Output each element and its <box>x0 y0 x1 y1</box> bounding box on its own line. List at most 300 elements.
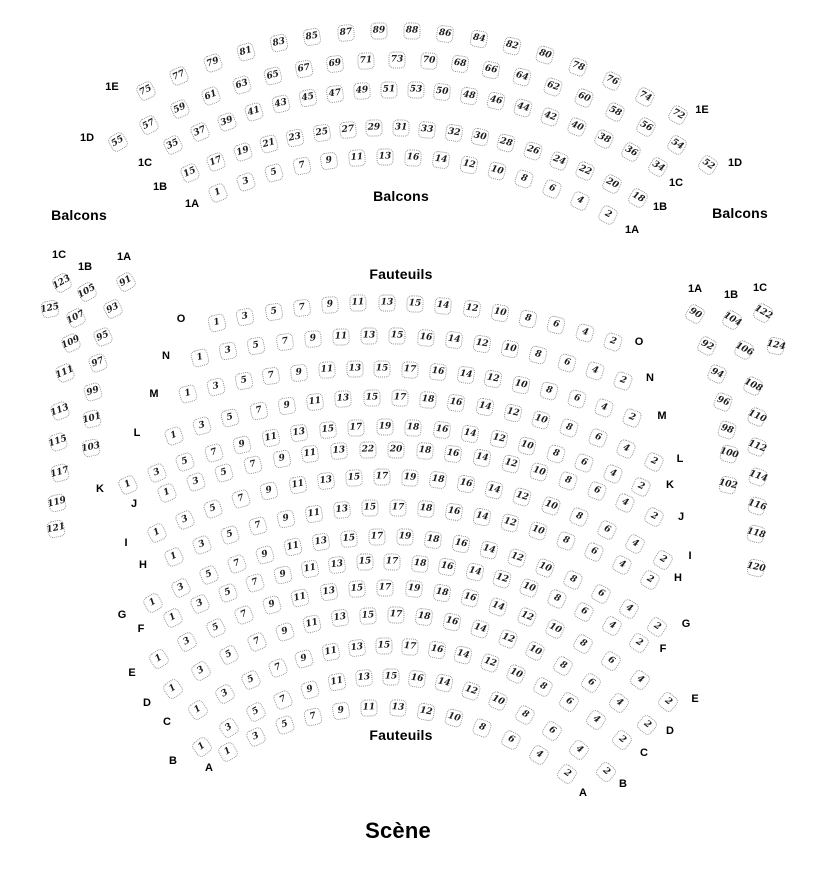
seat-balcony-1D-54[interactable]: 54 <box>665 134 688 157</box>
seat-orchestra-F-12[interactable]: 12 <box>491 569 512 590</box>
seat-orchestra-O-2[interactable]: 2 <box>602 331 624 353</box>
seat-orchestra-H-16[interactable]: 16 <box>444 503 463 522</box>
seat-balcony-1A-16[interactable]: 16 <box>404 149 422 167</box>
seat-orchestra-G-10[interactable]: 10 <box>534 557 556 579</box>
seat-balcony-1B-32[interactable]: 32 <box>444 123 463 142</box>
seat-orchestra-B-7[interactable]: 7 <box>272 688 294 710</box>
seat-balcony-1B-24[interactable]: 24 <box>548 150 570 172</box>
seat-side-left-1A-103[interactable]: 103 <box>81 438 101 458</box>
seat-orchestra-L-1[interactable]: 1 <box>163 425 185 447</box>
seat-balcony-1D-62[interactable]: 62 <box>542 76 564 98</box>
seat-orchestra-K-5[interactable]: 5 <box>174 451 196 473</box>
seat-orchestra-E-4[interactable]: 4 <box>628 669 652 693</box>
seat-side-left-1B-115[interactable]: 115 <box>47 431 69 453</box>
seat-balcony-1E-76[interactable]: 76 <box>600 69 622 91</box>
seat-orchestra-N-16[interactable]: 16 <box>416 329 434 347</box>
seat-orchestra-L-14[interactable]: 14 <box>475 397 495 417</box>
seat-orchestra-D-14[interactable]: 14 <box>469 618 490 639</box>
seat-orchestra-K-10[interactable]: 10 <box>517 435 538 456</box>
seat-orchestra-E-18[interactable]: 18 <box>432 583 452 603</box>
seat-side-right-1A-100[interactable]: 100 <box>719 444 740 465</box>
seat-orchestra-K-19[interactable]: 19 <box>376 418 393 435</box>
seat-orchestra-L-3[interactable]: 3 <box>192 416 213 437</box>
seat-orchestra-E-7[interactable]: 7 <box>233 604 255 626</box>
seat-side-left-1B-107[interactable]: 107 <box>65 307 88 330</box>
seat-orchestra-F-10[interactable]: 10 <box>518 577 540 599</box>
seat-orchestra-D-10[interactable]: 10 <box>524 640 547 663</box>
seat-orchestra-E-8[interactable]: 8 <box>572 633 595 656</box>
seat-balcony-1B-21[interactable]: 21 <box>259 134 280 155</box>
seat-orchestra-I-13[interactable]: 13 <box>316 471 335 490</box>
seat-orchestra-B-9[interactable]: 9 <box>299 679 320 700</box>
seat-orchestra-J-1[interactable]: 1 <box>156 482 178 504</box>
seat-orchestra-C-11[interactable]: 11 <box>320 642 340 662</box>
seat-orchestra-B-8[interactable]: 8 <box>514 703 537 726</box>
seat-orchestra-K-9[interactable]: 9 <box>232 434 253 455</box>
seat-side-left-1C-123[interactable]: 123 <box>50 271 73 294</box>
seat-orchestra-I-1[interactable]: 1 <box>146 522 169 545</box>
seat-orchestra-L-16[interactable]: 16 <box>447 393 466 412</box>
seat-orchestra-C-14[interactable]: 14 <box>453 645 474 666</box>
seat-orchestra-H-2[interactable]: 2 <box>638 568 661 591</box>
seat-orchestra-C-10[interactable]: 10 <box>505 663 527 685</box>
seat-orchestra-D-6[interactable]: 6 <box>579 671 603 695</box>
seat-orchestra-A-9[interactable]: 9 <box>331 701 350 720</box>
seat-orchestra-N-1[interactable]: 1 <box>190 348 211 369</box>
seat-orchestra-E-2[interactable]: 2 <box>656 690 680 714</box>
seat-balcony-1E-75[interactable]: 75 <box>135 80 158 103</box>
seat-orchestra-N-12[interactable]: 12 <box>472 335 491 354</box>
seat-balcony-1D-67[interactable]: 67 <box>294 59 314 79</box>
seat-balcony-1D-55[interactable]: 55 <box>106 130 129 153</box>
seat-balcony-1E-78[interactable]: 78 <box>567 56 589 78</box>
seat-balcony-1B-17[interactable]: 17 <box>205 151 227 173</box>
seat-side-left-1B-109[interactable]: 109 <box>60 332 83 355</box>
seat-balcony-1B-29[interactable]: 29 <box>366 119 384 137</box>
seat-balcony-1E-86[interactable]: 86 <box>436 25 455 44</box>
seat-side-left-1B-113[interactable]: 113 <box>49 400 71 422</box>
seat-balcony-1D-56[interactable]: 56 <box>634 116 657 139</box>
seat-orchestra-O-6[interactable]: 6 <box>546 315 567 336</box>
seat-orchestra-G-8[interactable]: 8 <box>562 569 585 592</box>
seat-orchestra-F-11[interactable]: 11 <box>300 559 320 579</box>
seat-side-right-1A-92[interactable]: 92 <box>696 335 719 358</box>
seat-orchestra-E-6[interactable]: 6 <box>600 649 623 672</box>
seat-orchestra-A-4[interactable]: 4 <box>527 744 550 767</box>
seat-balcony-1C-49[interactable]: 49 <box>352 82 370 100</box>
seat-balcony-1E-85[interactable]: 85 <box>303 27 322 46</box>
seat-orchestra-L-2[interactable]: 2 <box>643 451 666 474</box>
seat-orchestra-J-14[interactable]: 14 <box>472 449 492 469</box>
seat-side-right-1A-96[interactable]: 96 <box>712 391 734 413</box>
seat-orchestra-B-11[interactable]: 11 <box>327 672 347 692</box>
seat-balcony-1B-25[interactable]: 25 <box>312 123 331 142</box>
seat-orchestra-M-8[interactable]: 8 <box>538 381 559 402</box>
seat-orchestra-O-4[interactable]: 4 <box>574 322 595 343</box>
seat-balcony-1A-10[interactable]: 10 <box>486 160 507 181</box>
seat-side-right-1B-108[interactable]: 108 <box>742 375 765 398</box>
seat-orchestra-N-9[interactable]: 9 <box>304 329 322 347</box>
seat-orchestra-D-8[interactable]: 8 <box>552 654 575 677</box>
seat-orchestra-K-18[interactable]: 18 <box>404 419 422 437</box>
seat-orchestra-C-15[interactable]: 15 <box>375 637 392 654</box>
seat-balcony-1E-81[interactable]: 81 <box>235 41 256 62</box>
seat-orchestra-I-8[interactable]: 8 <box>568 506 590 528</box>
seat-orchestra-B-2[interactable]: 2 <box>594 760 618 784</box>
seat-balcony-1C-35[interactable]: 35 <box>162 134 185 157</box>
seat-orchestra-M-5[interactable]: 5 <box>234 371 254 391</box>
seat-orchestra-H-12[interactable]: 12 <box>500 513 521 534</box>
seat-balcony-1C-42[interactable]: 42 <box>539 106 561 128</box>
seat-balcony-1E-83[interactable]: 83 <box>269 33 289 53</box>
seat-side-right-1A-90[interactable]: 90 <box>683 302 706 325</box>
seat-orchestra-D-1[interactable]: 1 <box>161 677 185 701</box>
seat-orchestra-O-10[interactable]: 10 <box>490 303 510 323</box>
seat-orchestra-A-6[interactable]: 6 <box>499 729 522 752</box>
seat-orchestra-I-19[interactable]: 19 <box>401 469 419 487</box>
seat-side-right-1B-114[interactable]: 114 <box>747 466 769 488</box>
seat-orchestra-G-14[interactable]: 14 <box>479 540 500 561</box>
seat-side-left-1B-117[interactable]: 117 <box>49 462 70 483</box>
seat-balcony-1C-47[interactable]: 47 <box>325 84 344 103</box>
seat-balcony-1B-30[interactable]: 30 <box>470 127 490 147</box>
seat-orchestra-K-8[interactable]: 8 <box>545 443 566 464</box>
seat-orchestra-L-7[interactable]: 7 <box>249 401 269 421</box>
seat-balcony-1E-82[interactable]: 82 <box>501 36 522 57</box>
seat-orchestra-C-13[interactable]: 13 <box>348 638 367 657</box>
seat-side-right-1B-110[interactable]: 110 <box>746 406 768 428</box>
seat-orchestra-A-2[interactable]: 2 <box>555 762 579 786</box>
seat-balcony-1E-87[interactable]: 87 <box>336 24 354 42</box>
seat-balcony-1C-50[interactable]: 50 <box>433 83 452 102</box>
seat-orchestra-K-16[interactable]: 16 <box>432 421 451 440</box>
seat-orchestra-G-5[interactable]: 5 <box>198 564 220 586</box>
seat-orchestra-N-6[interactable]: 6 <box>556 352 577 373</box>
seat-balcony-1A-5[interactable]: 5 <box>263 163 284 184</box>
seat-orchestra-A-5[interactable]: 5 <box>274 714 296 736</box>
seat-orchestra-D-13[interactable]: 13 <box>331 609 350 628</box>
seat-balcony-1D-65[interactable]: 65 <box>263 65 284 86</box>
seat-orchestra-G-1[interactable]: 1 <box>141 591 164 614</box>
seat-balcony-1B-33[interactable]: 33 <box>418 120 436 138</box>
seat-side-left-1A-93[interactable]: 93 <box>102 298 125 321</box>
seat-balcony-1B-26[interactable]: 26 <box>522 140 543 161</box>
seat-balcony-1D-58[interactable]: 58 <box>604 100 627 123</box>
seat-orchestra-F-1[interactable]: 1 <box>162 607 185 630</box>
seat-orchestra-D-9[interactable]: 9 <box>274 621 295 642</box>
seat-orchestra-N-13[interactable]: 13 <box>361 327 378 344</box>
seat-orchestra-I-10[interactable]: 10 <box>540 496 562 518</box>
seat-balcony-1A-1[interactable]: 1 <box>207 182 229 204</box>
seat-orchestra-C-7[interactable]: 7 <box>266 657 288 679</box>
seat-orchestra-D-3[interactable]: 3 <box>189 659 212 682</box>
seat-side-left-1A-101[interactable]: 101 <box>82 409 103 430</box>
seat-orchestra-G-3[interactable]: 3 <box>170 577 193 600</box>
seat-balcony-1C-41[interactable]: 41 <box>243 102 264 123</box>
seat-orchestra-I-18[interactable]: 18 <box>429 471 448 490</box>
seat-orchestra-C-5[interactable]: 5 <box>240 668 263 691</box>
seat-orchestra-F-8[interactable]: 8 <box>546 588 568 610</box>
seat-orchestra-O-15[interactable]: 15 <box>406 295 424 313</box>
seat-side-right-1B-118[interactable]: 118 <box>746 524 767 545</box>
seat-side-left-1B-111[interactable]: 111 <box>54 362 76 384</box>
seat-orchestra-C-8[interactable]: 8 <box>531 675 554 698</box>
seat-orchestra-F-7[interactable]: 7 <box>245 572 266 593</box>
seat-orchestra-K-4[interactable]: 4 <box>601 463 623 485</box>
seat-orchestra-E-16[interactable]: 16 <box>460 588 481 609</box>
seat-orchestra-C-12[interactable]: 12 <box>479 653 501 675</box>
seat-side-left-1B-119[interactable]: 119 <box>47 493 68 514</box>
seat-orchestra-F-2[interactable]: 2 <box>627 631 650 654</box>
seat-orchestra-B-6[interactable]: 6 <box>540 719 564 743</box>
seat-orchestra-O-11[interactable]: 11 <box>350 295 368 313</box>
seat-balcony-1C-38[interactable]: 38 <box>593 127 616 150</box>
seat-orchestra-L-10[interactable]: 10 <box>531 409 552 430</box>
seat-orchestra-A-10[interactable]: 10 <box>444 708 465 729</box>
seat-orchestra-K-7[interactable]: 7 <box>203 442 224 463</box>
seat-balcony-1A-6[interactable]: 6 <box>541 178 563 200</box>
seat-orchestra-I-14[interactable]: 14 <box>484 480 504 500</box>
seat-orchestra-A-11[interactable]: 11 <box>360 699 378 717</box>
seat-orchestra-G-17[interactable]: 17 <box>368 528 385 545</box>
seat-orchestra-L-12[interactable]: 12 <box>503 402 523 422</box>
seat-orchestra-O-3[interactable]: 3 <box>235 307 255 327</box>
seat-orchestra-I-2[interactable]: 2 <box>651 548 674 571</box>
seat-orchestra-B-13[interactable]: 13 <box>354 669 373 688</box>
seat-orchestra-E-14[interactable]: 14 <box>488 596 509 617</box>
seat-orchestra-A-8[interactable]: 8 <box>471 717 493 739</box>
seat-orchestra-N-8[interactable]: 8 <box>528 345 548 365</box>
seat-orchestra-K-15[interactable]: 15 <box>318 420 337 439</box>
seat-orchestra-N-5[interactable]: 5 <box>247 336 267 356</box>
seat-orchestra-L-6[interactable]: 6 <box>587 427 609 449</box>
seat-balcony-1D-71[interactable]: 71 <box>357 52 375 70</box>
seat-orchestra-L-11[interactable]: 11 <box>306 393 325 412</box>
seat-side-left-1B-105[interactable]: 105 <box>75 280 98 303</box>
seat-orchestra-N-10[interactable]: 10 <box>500 339 520 359</box>
seat-orchestra-D-18[interactable]: 18 <box>414 608 433 627</box>
seat-side-right-1B-120[interactable]: 120 <box>746 558 766 578</box>
seat-side-right-1A-94[interactable]: 94 <box>706 363 728 385</box>
seat-balcony-1A-11[interactable]: 11 <box>348 149 366 167</box>
seat-orchestra-E-15[interactable]: 15 <box>348 580 366 598</box>
seat-orchestra-I-6[interactable]: 6 <box>595 518 618 541</box>
seat-balcony-1B-15[interactable]: 15 <box>179 162 201 184</box>
seat-orchestra-G-18[interactable]: 18 <box>424 530 443 549</box>
seat-orchestra-F-16[interactable]: 16 <box>437 557 456 576</box>
seat-orchestra-M-14[interactable]: 14 <box>456 365 475 384</box>
seat-orchestra-D-16[interactable]: 16 <box>442 612 462 632</box>
seat-orchestra-K-1[interactable]: 1 <box>117 474 140 497</box>
seat-orchestra-G-4[interactable]: 4 <box>617 598 640 621</box>
seat-balcony-1C-34[interactable]: 34 <box>646 155 669 178</box>
seat-orchestra-C-3[interactable]: 3 <box>213 682 236 705</box>
seat-orchestra-I-17[interactable]: 17 <box>373 468 390 485</box>
seat-orchestra-N-15[interactable]: 15 <box>389 327 407 345</box>
seat-orchestra-H-13[interactable]: 13 <box>333 501 352 520</box>
seat-balcony-1D-59[interactable]: 59 <box>169 98 192 121</box>
seat-orchestra-J-13[interactable]: 13 <box>330 442 348 460</box>
seat-orchestra-K-11[interactable]: 11 <box>260 428 280 448</box>
seat-orchestra-J-12[interactable]: 12 <box>501 454 521 474</box>
seat-orchestra-E-1[interactable]: 1 <box>147 647 170 670</box>
seat-orchestra-E-10[interactable]: 10 <box>544 618 567 641</box>
seat-orchestra-N-7[interactable]: 7 <box>275 332 294 351</box>
seat-orchestra-O-8[interactable]: 8 <box>518 308 538 328</box>
seat-orchestra-J-8[interactable]: 8 <box>557 470 579 492</box>
seat-orchestra-N-4[interactable]: 4 <box>584 361 605 382</box>
seat-orchestra-H-18[interactable]: 18 <box>417 500 435 518</box>
seat-orchestra-B-14[interactable]: 14 <box>434 673 454 693</box>
seat-orchestra-E-13[interactable]: 13 <box>319 582 338 601</box>
seat-balcony-1D-66[interactable]: 66 <box>481 60 501 80</box>
seat-side-right-1B-112[interactable]: 112 <box>746 436 768 458</box>
seat-side-right-1B-106[interactable]: 106 <box>733 339 756 362</box>
seat-orchestra-O-1[interactable]: 1 <box>207 313 228 334</box>
seat-orchestra-M-13[interactable]: 13 <box>346 360 363 377</box>
seat-orchestra-H-6[interactable]: 6 <box>583 541 605 563</box>
seat-orchestra-C-1[interactable]: 1 <box>186 698 210 722</box>
seat-balcony-1B-20[interactable]: 20 <box>600 173 623 196</box>
seat-orchestra-B-16[interactable]: 16 <box>408 669 427 688</box>
seat-orchestra-O-12[interactable]: 12 <box>462 299 481 318</box>
seat-orchestra-L-15[interactable]: 15 <box>363 389 380 406</box>
seat-balcony-1E-89[interactable]: 89 <box>370 22 387 39</box>
seat-balcony-1A-12[interactable]: 12 <box>459 155 479 175</box>
seat-orchestra-M-3[interactable]: 3 <box>206 377 226 397</box>
seat-orchestra-I-11[interactable]: 11 <box>288 475 308 495</box>
seat-orchestra-G-15[interactable]: 15 <box>340 529 358 547</box>
seat-orchestra-H-10[interactable]: 10 <box>527 521 548 542</box>
seat-orchestra-M-10[interactable]: 10 <box>511 375 531 395</box>
seat-orchestra-O-14[interactable]: 14 <box>434 296 452 314</box>
seat-balcony-1C-43[interactable]: 43 <box>270 94 291 115</box>
seat-orchestra-B-12[interactable]: 12 <box>461 680 482 701</box>
seat-balcony-1B-19[interactable]: 19 <box>232 142 253 163</box>
seat-orchestra-L-17[interactable]: 17 <box>391 389 408 406</box>
seat-orchestra-K-14[interactable]: 14 <box>460 424 479 443</box>
seat-orchestra-L-8[interactable]: 8 <box>559 418 580 439</box>
seat-orchestra-A-7[interactable]: 7 <box>302 706 323 727</box>
seat-orchestra-H-1[interactable]: 1 <box>163 546 186 569</box>
seat-orchestra-I-12[interactable]: 12 <box>512 487 533 508</box>
seat-orchestra-O-7[interactable]: 7 <box>292 298 311 317</box>
seat-orchestra-F-9[interactable]: 9 <box>272 565 293 586</box>
seat-balcony-1A-4[interactable]: 4 <box>569 190 592 213</box>
seat-orchestra-D-4[interactable]: 4 <box>607 691 631 715</box>
seat-orchestra-J-18[interactable]: 18 <box>416 442 434 460</box>
seat-orchestra-I-9[interactable]: 9 <box>259 481 280 502</box>
seat-orchestra-D-17[interactable]: 17 <box>387 606 405 624</box>
seat-orchestra-D-12[interactable]: 12 <box>497 628 519 650</box>
seat-balcony-1D-73[interactable]: 73 <box>389 51 406 68</box>
seat-balcony-1A-8[interactable]: 8 <box>514 168 535 189</box>
seat-orchestra-E-5[interactable]: 5 <box>204 616 227 639</box>
seat-balcony-1E-79[interactable]: 79 <box>202 52 224 74</box>
seat-side-right-1B-116[interactable]: 116 <box>746 495 767 516</box>
seat-balcony-1C-37[interactable]: 37 <box>189 121 211 143</box>
seat-orchestra-J-9[interactable]: 9 <box>272 449 292 469</box>
seat-orchestra-I-16[interactable]: 16 <box>456 474 476 494</box>
seat-orchestra-F-14[interactable]: 14 <box>464 562 484 582</box>
seat-orchestra-F-6[interactable]: 6 <box>573 600 596 623</box>
seat-orchestra-J-16[interactable]: 16 <box>444 444 463 463</box>
seat-orchestra-K-2[interactable]: 2 <box>630 476 653 499</box>
seat-balcony-1A-7[interactable]: 7 <box>291 156 311 176</box>
seat-orchestra-H-17[interactable]: 17 <box>389 499 406 516</box>
seat-balcony-1B-22[interactable]: 22 <box>574 160 596 182</box>
seat-side-left-1A-91[interactable]: 91 <box>114 270 137 293</box>
seat-orchestra-K-12[interactable]: 12 <box>488 429 508 449</box>
seat-balcony-1D-69[interactable]: 69 <box>326 54 345 73</box>
seat-balcony-1E-84[interactable]: 84 <box>469 29 489 49</box>
seat-orchestra-F-5[interactable]: 5 <box>217 582 239 604</box>
seat-orchestra-J-3[interactable]: 3 <box>185 471 207 493</box>
seat-balcony-1B-18[interactable]: 18 <box>626 186 649 209</box>
seat-orchestra-C-16[interactable]: 16 <box>427 640 447 660</box>
seat-side-left-1B-121[interactable]: 121 <box>46 519 66 539</box>
seat-orchestra-E-17[interactable]: 17 <box>377 579 394 596</box>
seat-orchestra-H-15[interactable]: 15 <box>361 500 379 518</box>
seat-orchestra-G-16[interactable]: 16 <box>451 534 471 554</box>
seat-orchestra-K-3[interactable]: 3 <box>145 462 167 484</box>
seat-orchestra-C-4[interactable]: 4 <box>584 708 608 732</box>
seat-orchestra-E-11[interactable]: 11 <box>290 587 310 607</box>
seat-orchestra-F-17[interactable]: 17 <box>384 553 401 570</box>
seat-orchestra-J-7[interactable]: 7 <box>243 455 264 476</box>
seat-orchestra-M-1[interactable]: 1 <box>178 384 199 405</box>
seat-balcony-1D-64[interactable]: 64 <box>511 67 532 88</box>
seat-orchestra-J-10[interactable]: 10 <box>529 461 550 482</box>
seat-balcony-1A-2[interactable]: 2 <box>597 204 620 227</box>
seat-orchestra-M-17[interactable]: 17 <box>401 361 419 379</box>
seat-side-left-1C-125[interactable]: 125 <box>40 299 60 319</box>
seat-orchestra-H-14[interactable]: 14 <box>472 507 492 527</box>
seat-balcony-1C-48[interactable]: 48 <box>460 86 480 106</box>
seat-orchestra-L-9[interactable]: 9 <box>277 396 297 416</box>
seat-orchestra-J-2[interactable]: 2 <box>643 506 666 529</box>
seat-orchestra-I-7[interactable]: 7 <box>231 489 252 510</box>
seat-balcony-1D-70[interactable]: 70 <box>419 52 437 70</box>
seat-orchestra-M-7[interactable]: 7 <box>262 367 281 386</box>
seat-orchestra-I-15[interactable]: 15 <box>345 469 363 487</box>
seat-orchestra-F-13[interactable]: 13 <box>328 555 347 574</box>
seat-orchestra-B-10[interactable]: 10 <box>487 690 509 712</box>
seat-orchestra-G-19[interactable]: 19 <box>396 529 414 547</box>
seat-balcony-1E-72[interactable]: 72 <box>666 103 689 126</box>
seat-side-left-1A-99[interactable]: 99 <box>82 381 103 402</box>
seat-side-left-1A-95[interactable]: 95 <box>92 326 114 348</box>
seat-orchestra-A-1[interactable]: 1 <box>216 740 239 763</box>
seat-orchestra-L-18[interactable]: 18 <box>419 391 437 409</box>
seat-orchestra-O-5[interactable]: 5 <box>264 302 283 321</box>
seat-orchestra-J-5[interactable]: 5 <box>214 462 235 483</box>
seat-orchestra-M-16[interactable]: 16 <box>428 363 447 382</box>
seat-orchestra-A-3[interactable]: 3 <box>245 726 268 749</box>
seat-orchestra-D-11[interactable]: 11 <box>302 614 322 634</box>
seat-orchestra-E-12[interactable]: 12 <box>516 606 538 628</box>
seat-orchestra-D-7[interactable]: 7 <box>246 631 268 653</box>
seat-orchestra-M-2[interactable]: 2 <box>621 407 643 429</box>
seat-orchestra-E-19[interactable]: 19 <box>404 580 422 598</box>
seat-balcony-1C-51[interactable]: 51 <box>380 81 397 98</box>
seat-orchestra-F-3[interactable]: 3 <box>189 593 212 616</box>
seat-orchestra-N-14[interactable]: 14 <box>444 331 463 350</box>
seat-balcony-1E-74[interactable]: 74 <box>633 85 656 108</box>
seat-orchestra-O-13[interactable]: 13 <box>378 294 395 311</box>
seat-side-right-1C-122[interactable]: 122 <box>751 301 774 324</box>
seat-orchestra-I-4[interactable]: 4 <box>623 533 646 556</box>
